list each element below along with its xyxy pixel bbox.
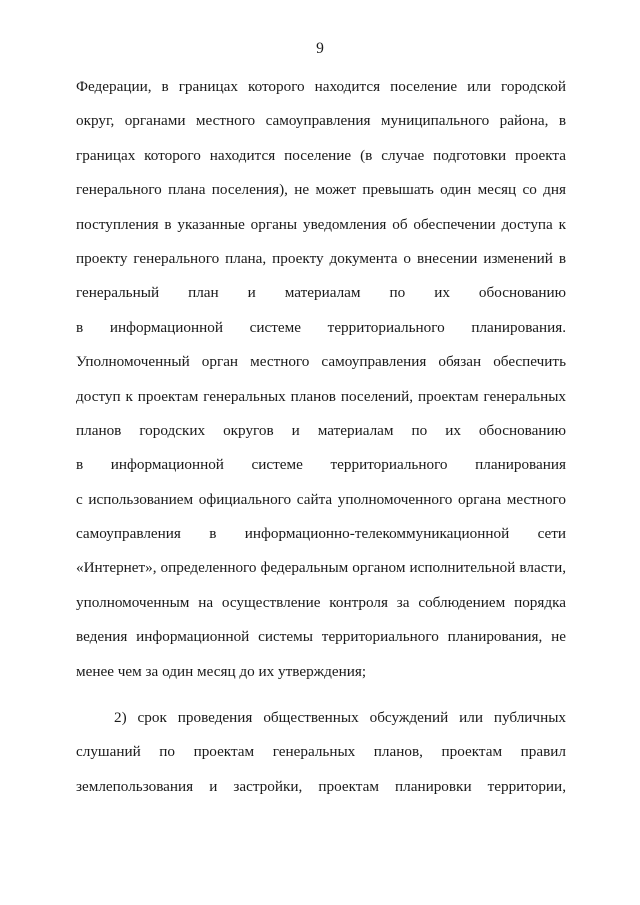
text-line: планов городских округов и материалам по их обоснованию — [76, 421, 566, 439]
text-line: слушаний по проектам генеральных планов, проектам правил — [76, 743, 566, 761]
text-line: менее чем за один месяц до их утверждения; — [76, 662, 367, 680]
text-line: в информационной системе территориального планирования — [76, 456, 566, 474]
text-line: самоуправления в информационно-телекоммуникационной сети — [76, 525, 566, 543]
text-line: землепользования и застройки, проектам планировки территории, — [76, 777, 566, 795]
text-line: округ, органами местного самоуправления муниципального района, в — [76, 112, 566, 130]
paragraph-continuation — [76, 70, 566, 689]
text-line: генеральный план и материалам по их обоснованию — [76, 284, 566, 302]
paragraph-item-2 — [76, 701, 566, 804]
text-line: ведения информационной системы территориального планирования, не — [76, 628, 566, 646]
text-line: проекту генерального плана, проекту документа о внесении изменений в — [76, 249, 566, 267]
page-number: 9 — [316, 40, 324, 57]
text-line: 2) срок проведения общественных обсуждений или публичных — [114, 709, 566, 727]
paragraph-spacer — [76, 689, 566, 701]
text-line: Федерации, в границах которого находится поселение или городской — [76, 78, 566, 95]
text-line: с использованием официального сайта уполномоченного органа местного — [76, 490, 566, 508]
text-line: Уполномоченный орган местного самоуправления обязан обеспечить — [76, 353, 566, 371]
text-line: доступ к проектам генеральных планов поселений, проектам генеральных — [76, 387, 566, 405]
document-body — [76, 70, 566, 804]
text-line: «Интернет», определенного федеральным органом исполнительной власти, — [76, 559, 566, 577]
text-line: уполномоченным на осуществление контроля за соблюдением порядка — [76, 593, 566, 611]
text-line: поступления в указанные органы уведомления об обеспечении доступа к — [76, 215, 566, 233]
text-line: границах которого находится поселение (в случае подготовки проекта — [76, 146, 566, 164]
text-line: в информационной системе территориального планирования. — [76, 318, 566, 336]
text-line: генерального плана поселения), не может превышать один месяц со дня — [76, 181, 566, 199]
